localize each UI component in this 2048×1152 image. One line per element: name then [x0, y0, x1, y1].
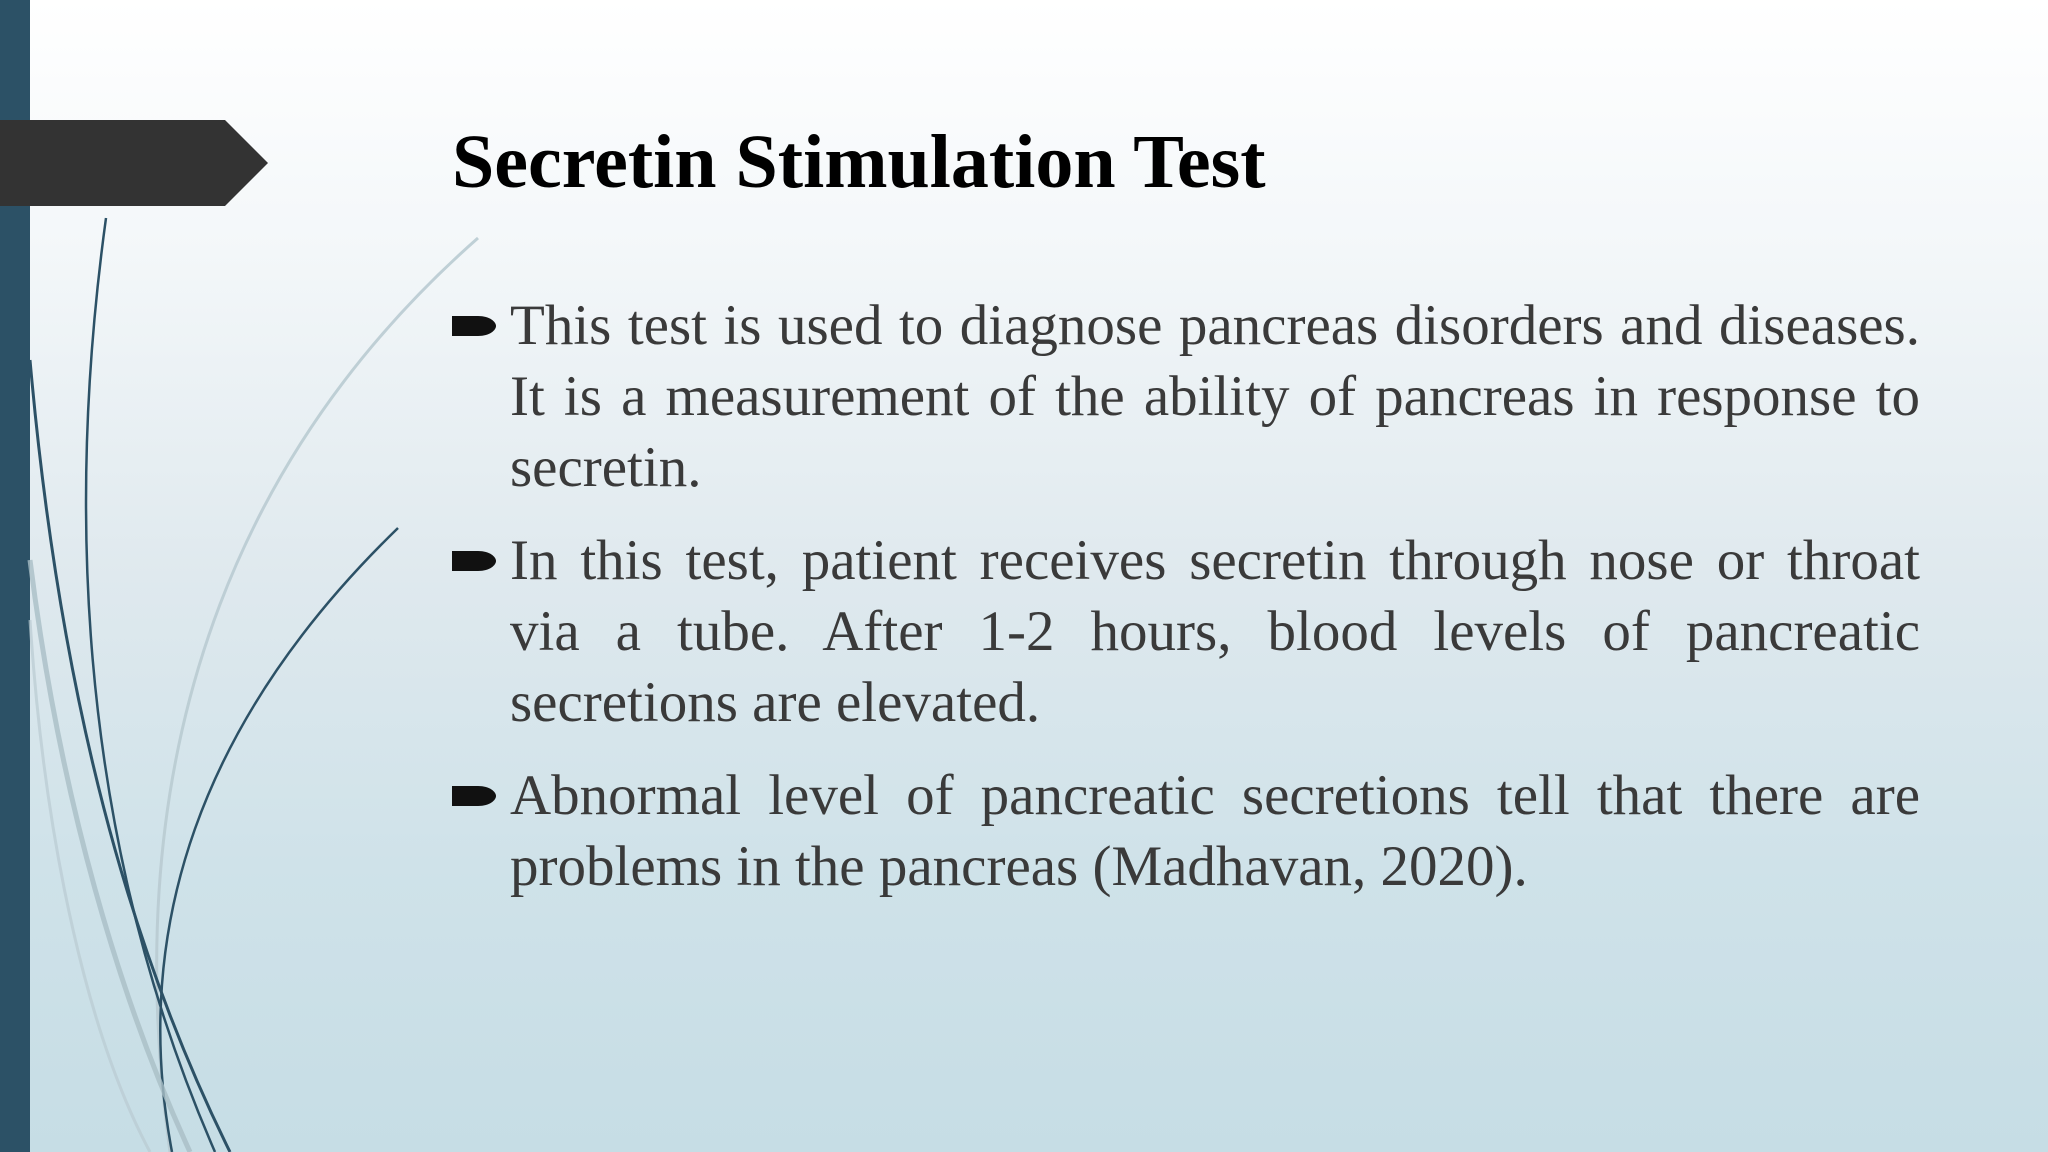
title-tab-shape	[0, 120, 270, 206]
decorative-curve	[30, 360, 230, 1152]
decorative-curve	[30, 620, 150, 1152]
bullet-list	[450, 290, 1920, 924]
decorative-curve	[157, 238, 478, 1152]
bullet-item	[450, 290, 1920, 503]
bullet-text: In this test, patient receives secretin through nose or throat via a tube. After 1-2 hours, blood levels of pancreatic secretions are elevated.	[510, 529, 1920, 734]
arrow-bullet-icon	[450, 312, 498, 340]
slide-title: Secretin Stimulation Test	[452, 120, 1266, 204]
bullet-text: This test is used to diagnose pancreas disorders and diseases. It is a measurement of the ability of pancreas in response to secretin.	[510, 294, 1920, 499]
bullet-text: Abnormal level of pancreatic secretions tell that there are problems in the pancreas (Madhavan, 2020).	[510, 764, 1920, 898]
bullet-item	[450, 525, 1920, 738]
bullet-item	[450, 760, 1920, 902]
decorative-curve	[86, 218, 215, 1152]
arrow-bullet-icon	[450, 547, 498, 575]
arrow-bullet-icon	[450, 782, 498, 810]
decorative-curve	[160, 528, 398, 1152]
